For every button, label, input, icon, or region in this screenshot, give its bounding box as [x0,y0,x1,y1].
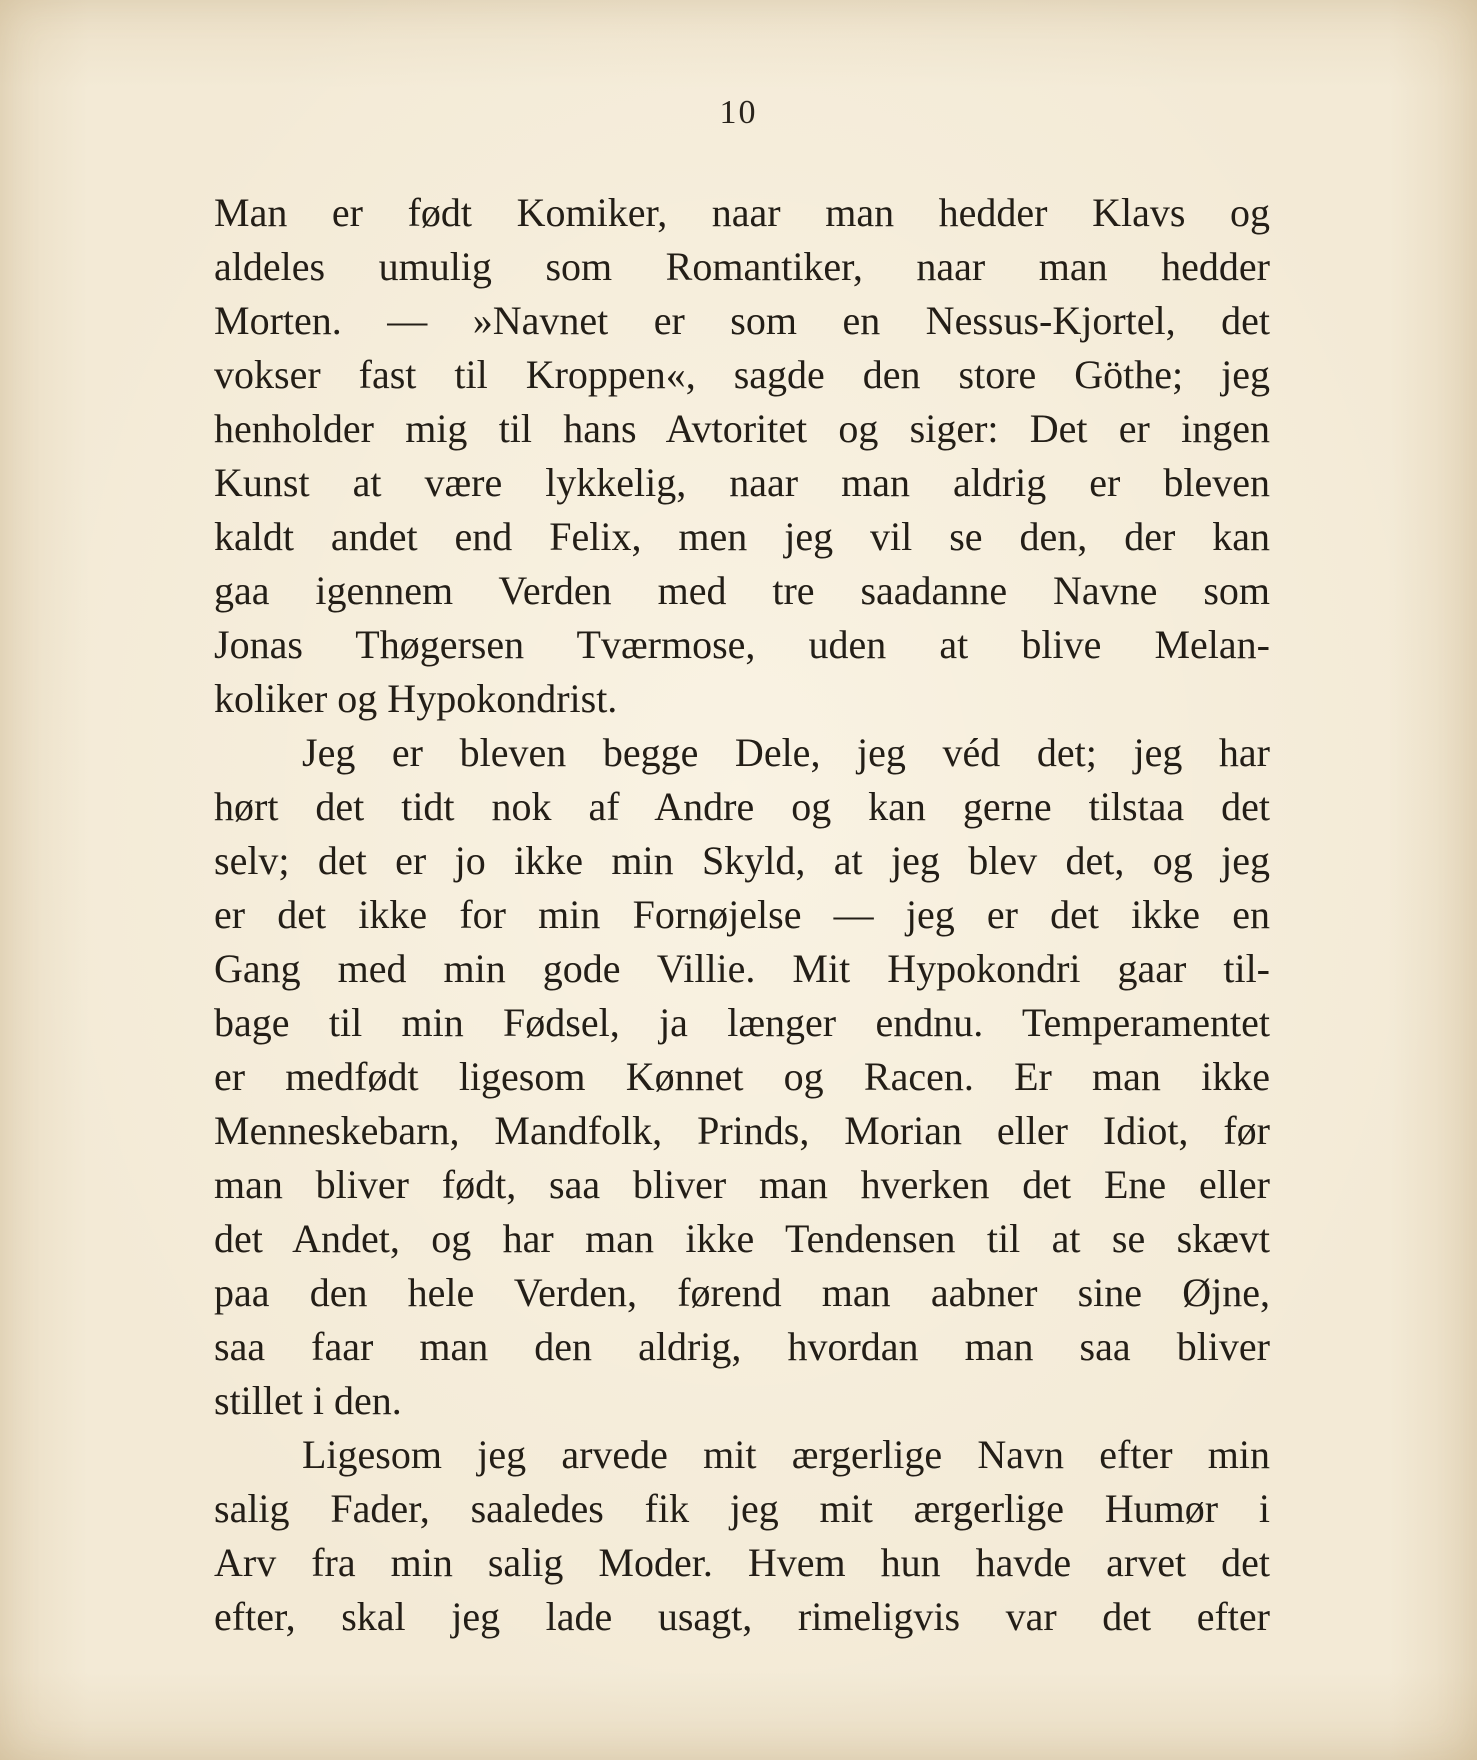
text-line: er det ikke for min Fornøjelse — jeg er det ikke en [214,892,1270,937]
text-line: vokser fast til Kroppen«, sagde den store Göthe; jeg [214,352,1270,397]
text-line: henholder mig til hans Avtoritet og siger: Det er ingen [214,406,1270,451]
text-line: Menneskebarn, Mandfolk, Prinds, Morian eller Idiot, før [214,1108,1270,1153]
text-line: paa den hele Verden, førend man aabner sine Øjne, [214,1270,1270,1315]
text-line: man bliver født, saa bliver man hverken det Ene eller [214,1162,1270,1207]
text-line: kaldt andet end Felix, men jeg vil se den, der kan [214,514,1270,559]
page-number: 10 [719,94,758,131]
text-line: efter, skal jeg lade usagt, rimeligvis var det efter [214,1594,1270,1639]
text-line: Kunst at være lykkelig, naar man aldrig er bleven [214,460,1270,505]
text-line: stillet i den. [214,1378,402,1423]
text-line: bage til min Fødsel, ja længer endnu. Temperamentet [214,1000,1270,1045]
text-line: Morten. — »Navnet er som en Nessus-Kjortel, det [214,298,1270,343]
text-line: Arv fra min salig Moder. Hvem hun havde arvet det [214,1540,1270,1585]
body-text [214,186,1270,1644]
text-line: Gang med min gode Villie. Mit Hypokondri gaar til- [214,946,1270,991]
text-line: Ligesom jeg arvede mit ærgerlige Navn efter min [302,1432,1270,1477]
text-line: Jonas Thøgersen Tværmose, uden at blive Melan- [214,622,1270,667]
text-line: koliker og Hypokondrist. [214,676,618,721]
text-line: det Andet, og har man ikke Tendensen til at se skævt [214,1216,1270,1261]
text-line: er medfødt ligesom Kønnet og Racen. Er man ikke [214,1054,1270,1099]
text-line: Jeg er bleven begge Dele, jeg véd det; jeg har [302,730,1270,775]
text-line: hørt det tidt nok af Andre og kan gerne tilstaa det [214,784,1270,829]
text-line: selv; det er jo ikke min Skyld, at jeg blev det, og jeg [214,838,1270,883]
text-line: aldeles umulig som Romantiker, naar man hedder [214,244,1270,289]
text-line: salig Fader, saaledes fik jeg mit ærgerlige Humør i [214,1486,1270,1531]
text-line: saa faar man den aldrig, hvordan man saa bliver [214,1324,1270,1369]
text-line: gaa igennem Verden med tre saadanne Navne som [214,568,1270,613]
text-line: Man er født Komiker, naar man hedder Klavs og [214,190,1270,235]
